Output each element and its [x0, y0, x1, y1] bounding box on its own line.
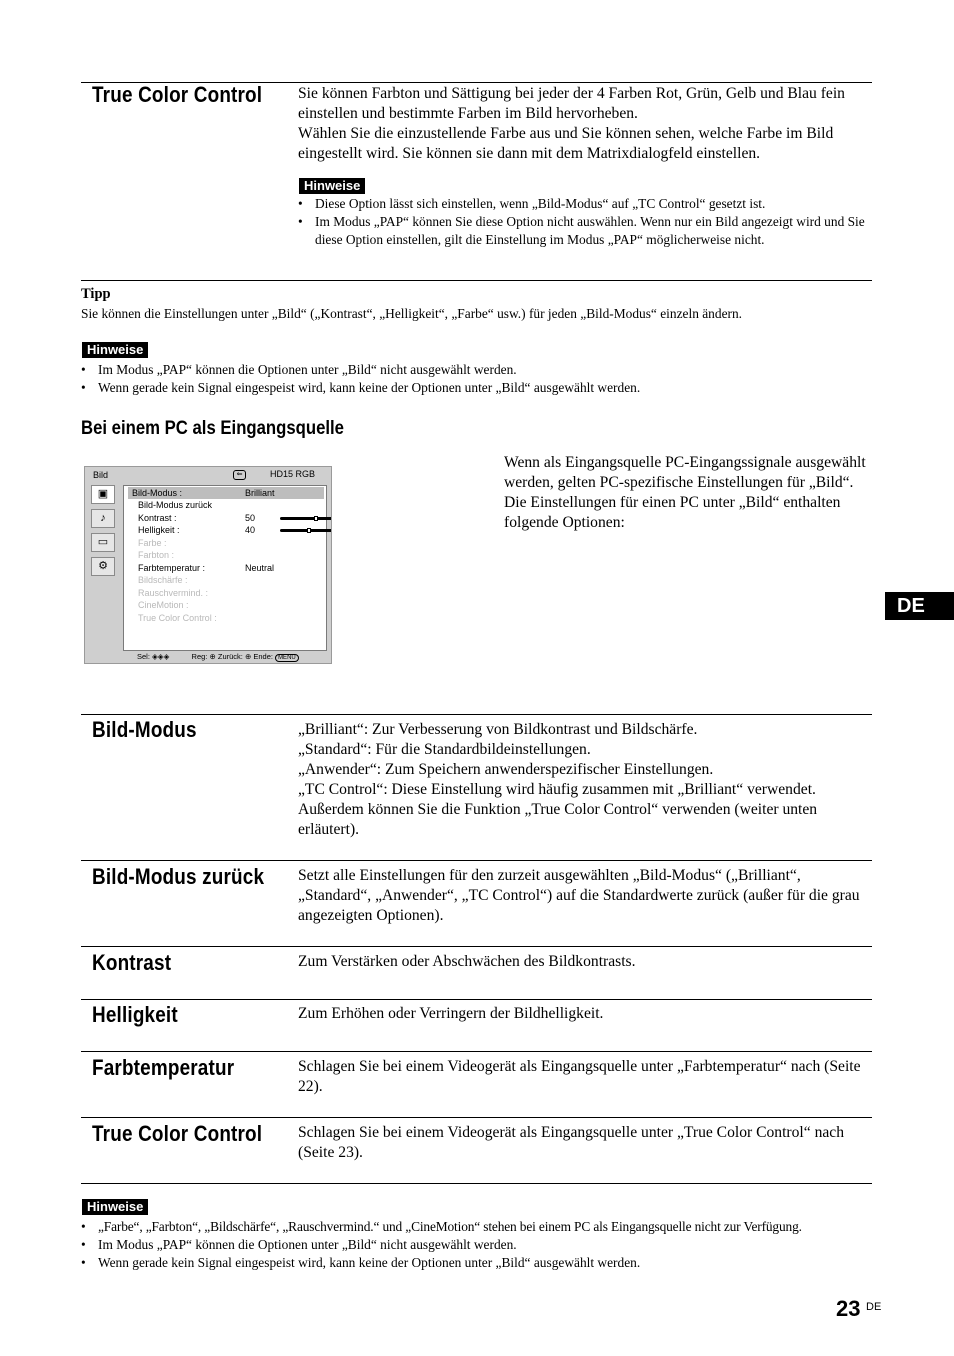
menu-row-label: Farbe :	[138, 537, 167, 548]
section-title-bild-modus: Bild-Modus	[92, 717, 197, 742]
page-number-suffix: DE	[866, 1301, 882, 1313]
screen-menu-icon[interactable]: ▭	[91, 533, 115, 552]
sound-menu-icon[interactable]: ♪	[91, 509, 115, 528]
menu-header-value: Brilliant	[245, 488, 275, 498]
menu-row-value: 40	[245, 525, 256, 535]
pc-intro	[504, 453, 876, 533]
divider	[81, 1051, 872, 1052]
pc-heading: Bei einem PC als Eingangsquelle	[81, 418, 344, 439]
notes-list	[81, 361, 872, 397]
notes-badge: Hinweise	[299, 178, 365, 194]
section-title-true-color-control-top: True Color Control	[92, 82, 263, 107]
paragraph: Zum Verstärken oder Abschwächen des Bildkontrasts.	[298, 953, 636, 970]
language-tab: DE	[885, 592, 954, 620]
section-title-farbtemperatur: Farbtemperatur	[92, 1055, 235, 1080]
input-icon: ⇐	[233, 470, 246, 480]
paragraph: „Standard“: Für die Standardbildeinstellungen.	[298, 741, 591, 758]
paragraph: Schlagen Sie bei einem Videogerät als Eingangsquelle unter „Farbtemperatur“ nach (Seite 22).	[298, 1058, 861, 1095]
menu-panel	[123, 485, 327, 651]
level-slider[interactable]	[280, 517, 332, 520]
menu-row-label[interactable]: Kontrast :	[138, 512, 177, 523]
menu-button-icon: MENU	[275, 654, 299, 662]
section-title-helligkeit: Helligkeit	[92, 1002, 178, 1027]
section-title-kontrast: Kontrast	[92, 950, 172, 975]
notes-badge: Hinweise	[82, 1199, 148, 1215]
enter-icon: ⊕	[209, 652, 216, 661]
list-item: • Im Modus „PAP“ können die Optionen unter „Bild“ nicht ausgewählt werden.	[81, 1236, 881, 1254]
tip-title: Tipp	[81, 286, 111, 302]
paragraph: Schlagen Sie bei einem Videogerät als Eingangsquelle unter „True Color Control“ nach (Seite 23).	[298, 1124, 845, 1161]
paragraph: Sie können Farbton und Sättigung bei jeder der 4 Farben Rot, Grün, Gelb und Blau fein einstellen und bestimmte Farben im Bild hervorheben.	[298, 85, 845, 122]
divider	[81, 860, 872, 861]
list-item: • Wenn gerade kein Signal eingespeist wird, kann keine der Optionen unter „Bild“ ausgewählt werden.	[81, 379, 872, 397]
paragraph: „TC Control“: Diese Einstellung wird häufig zusammen mit „Brilliant“ verwendet. Außerdem können Sie die Funktion „True Color Control“ verwenden (weiter unten erläutert).	[298, 781, 818, 838]
tip-text: Sie können die Einstellungen unter „Bild“ („Kontrast“, „Helligkeit“, „Farbe“ usw.) für jeden „Bild-Modus“ einzeln ändern.	[81, 306, 743, 321]
list-item: • Diese Option lässt sich einstellen, wenn „Bild-Modus“ auf „TC Control“ gesetzt ist.	[298, 195, 872, 213]
menu-row-label: Bildschärfe :	[138, 575, 188, 585]
notes-badge: Hinweise	[82, 342, 148, 358]
section-body-true-color-control	[298, 1123, 872, 1163]
section-body-farbtemperatur	[298, 1057, 872, 1097]
back-icon: ⊕	[244, 652, 252, 661]
menu-row-label: Farbton :	[138, 550, 175, 560]
paragraph: „Brilliant“: Zur Verbesserung von Bildkontrast und Bildschärfe.	[298, 721, 698, 738]
menu-row-label[interactable]: Farbtemperatur :	[138, 562, 206, 573]
section-body-bild-modus	[298, 720, 872, 840]
paragraph: „Anwender“: Zum Speichern anwenderspezifischer Einstellungen.	[298, 761, 714, 778]
section-body-bild-modus-zurueck	[298, 866, 872, 926]
nav-icon: ◈◈◈	[152, 652, 170, 661]
menu-row-value: Neutral	[245, 562, 275, 573]
menu-row-label[interactable]: Helligkeit :	[138, 525, 180, 535]
menu-screenshot	[84, 466, 332, 664]
divider	[81, 714, 872, 715]
section-body-true-color-control-top	[298, 84, 872, 164]
menu-row-label: Rauschvermind. :	[138, 587, 209, 598]
list-item: • Wenn gerade kein Signal eingespeist wird, kann keine der Optionen unter „Bild“ ausgewählt werden.	[81, 1254, 881, 1272]
section-body-kontrast	[298, 952, 872, 972]
page-number: 23	[836, 1296, 861, 1321]
divider	[81, 946, 872, 947]
section-title-true-color-control: True Color Control	[92, 1121, 263, 1146]
section-title-bild-modus-zurueck: Bild-Modus zurück	[92, 864, 265, 889]
menu-header-item: Bild-Modus :	[132, 488, 183, 498]
list-item: • Im Modus „PAP“ können Sie diese Option nicht auswählen. Wenn nur ein Bild angezeigt wird und Sie diese Option einstellen, gilt die Einstellung im Modus „PAP“ möglicherweise nicht.	[298, 213, 872, 249]
list-item: • „Farbe“, „Farbton“, „Bildschärfe“, „Rauschvermind.“ und „CineMotion“ stehen bei einem PC als Eingangsquelle nicht zur Verfügung.	[81, 1218, 881, 1236]
menu-row-value: 50	[245, 512, 256, 523]
footer-sel: Sel:	[137, 652, 150, 661]
level-slider[interactable]	[280, 529, 332, 532]
paragraph: Wenn als Eingangsquelle PC-Eingangssignale ausgewählt werden, gelten PC-spezifische Einstellungen für „Bild“.	[504, 454, 866, 491]
footer-end: Ende:	[253, 652, 273, 661]
paragraph: Zum Erhöhen oder Verringern der Bildhelligkeit.	[298, 1005, 604, 1022]
menu-title: Bild	[93, 470, 109, 480]
divider	[81, 1183, 872, 1184]
menu-input-source: HD15 RGB	[270, 469, 316, 479]
paragraph: Wählen Sie die einzustellende Farbe aus und Sie können sehen, welche Farbe im Bild eingestellt wird. Sie können sie dann mit dem Matrixdialogfeld einstellen.	[298, 125, 834, 162]
divider	[81, 1117, 872, 1118]
menu-footer	[137, 652, 299, 661]
slider-knob[interactable]	[307, 528, 311, 533]
footer-back: Zurück:	[217, 652, 243, 661]
divider	[81, 999, 872, 1000]
paragraph: Die Einstellungen für einen PC unter „Bild“ enthalten folgende Optionen:	[504, 494, 841, 531]
paragraph: Setzt alle Einstellungen für den zurzeit ausgewählten „Bild-Modus“ („Brilliant“, „Standard“, „Anwender“, „TC Control“) auf die Standardwerte zurück (außer für die grau angezeigten Optionen).	[298, 867, 860, 924]
menu-row-label: CineMotion :	[138, 600, 189, 610]
section-body-helligkeit	[298, 1004, 872, 1024]
footer-reg: Reg:	[191, 652, 208, 661]
divider	[81, 280, 872, 281]
notes-list	[298, 195, 872, 249]
menu-row-label: True Color Control :	[138, 612, 217, 623]
slider-knob[interactable]	[314, 516, 318, 521]
setup-menu-icon[interactable]: ⚙	[91, 557, 115, 576]
list-item: • Im Modus „PAP“ können die Optionen unter „Bild“ nicht ausgewählt werden.	[81, 361, 872, 379]
notes-list	[81, 1218, 881, 1272]
menu-row-label[interactable]: Bild-Modus zurück	[138, 500, 213, 510]
picture-menu-icon[interactable]: ▣	[91, 485, 115, 504]
